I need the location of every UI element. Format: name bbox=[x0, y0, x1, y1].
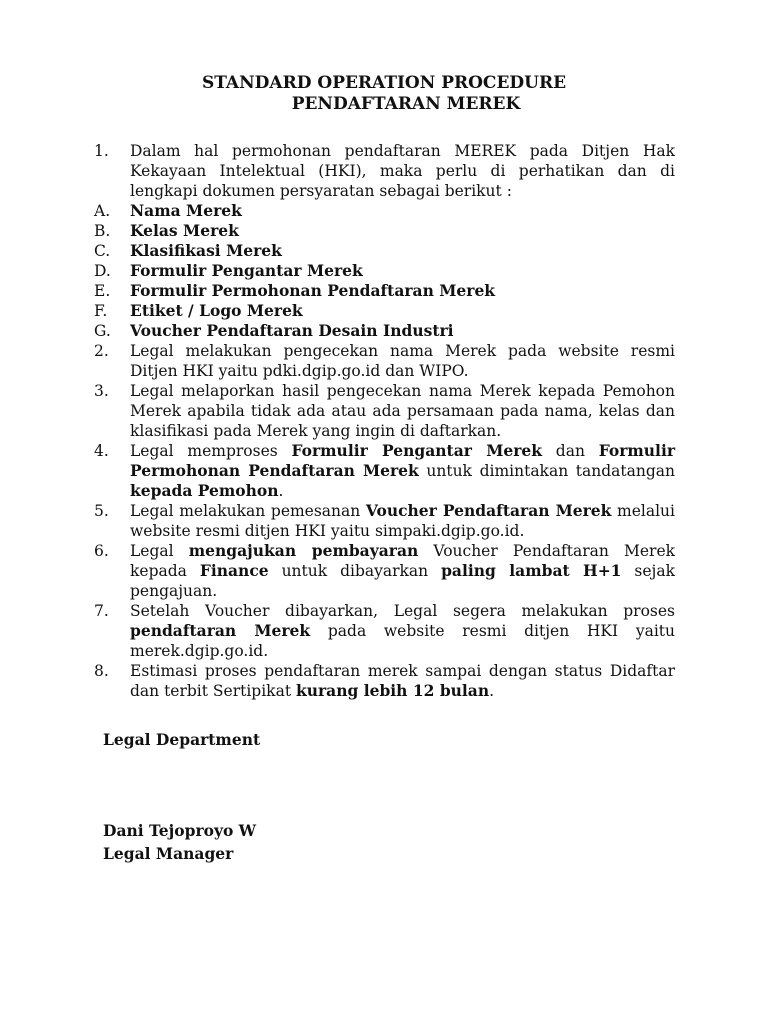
document-name: Klasifikasi Merek bbox=[130, 241, 282, 260]
step-text-segment: untuk dibayarkan bbox=[268, 562, 442, 580]
signatory-title: Legal Manager bbox=[103, 844, 234, 863]
title-line-2: PENDAFTARAN MEREK bbox=[291, 94, 521, 114]
step-text-segment: Legal melakukan pengecekan nama Merek pada website resmi Ditjen HKI yaitu pdki.dgip.go.id dan WIPO. bbox=[130, 342, 675, 380]
step-text-bold-segment: Formulir Permohonan Pendaftaran Merek bbox=[130, 441, 675, 480]
document-name: Nama Merek bbox=[130, 201, 242, 220]
required-document-item bbox=[94, 261, 675, 281]
step-text bbox=[130, 441, 675, 501]
step-text-segment: Setelah Voucher dibayarkan, Legal segera melakukan proses bbox=[130, 602, 675, 620]
step-number: 6. bbox=[94, 542, 109, 560]
required-document-item bbox=[94, 221, 675, 241]
step-text bbox=[130, 341, 675, 381]
procedure-steps-list bbox=[94, 141, 675, 701]
step-text-bold-segment: mengajukan pembayaran bbox=[188, 541, 419, 560]
step-text bbox=[130, 541, 675, 601]
title-line-1: STANDARD OPERATION PROCEDURE bbox=[201, 73, 567, 93]
step-text-bold-segment: Finance bbox=[199, 561, 269, 580]
step-number: 8. bbox=[94, 662, 109, 680]
department-name: Legal Department bbox=[103, 730, 261, 749]
document-name: Formulir Permohonan Pendaftaran Merek bbox=[130, 281, 496, 300]
step-text-segment: . bbox=[278, 482, 284, 500]
step-text bbox=[130, 141, 675, 201]
step-text bbox=[130, 601, 675, 661]
document-letter: G. bbox=[94, 322, 111, 340]
procedure-step bbox=[94, 341, 675, 381]
document-name: Formulir Pengantar Merek bbox=[130, 261, 363, 280]
document-letter: F. bbox=[94, 302, 108, 320]
document-name: Kelas Merek bbox=[130, 221, 239, 240]
step-text-segment: Legal melaporkan hasil pengecekan nama Merek kepada Pemohon Merek apabila tidak ada atau ada persamaan pada nama, kelas dan klasifikasi pada Merek yang ingin di daftarkan. bbox=[130, 382, 675, 440]
signatory-name: Dani Tejoproyo W bbox=[103, 821, 257, 840]
step-text-bold-segment: Voucher Pendaftaran Merek bbox=[365, 501, 612, 520]
document-title bbox=[0, 73, 768, 115]
document-name: Voucher Pendaftaran Desain Industri bbox=[130, 321, 454, 340]
step-text-segment: Voucher Pendaftaran Merek kepada bbox=[130, 542, 676, 580]
step-text-segment: melalui website resmi ditjen HKI yaitu simpaki.dgip.go.id. bbox=[130, 502, 675, 540]
step-number: 5. bbox=[94, 502, 109, 520]
procedure-step bbox=[94, 501, 675, 541]
step-text-segment: sejak pengajuan. bbox=[130, 562, 675, 600]
step-number: 3. bbox=[94, 382, 109, 400]
document-letter: B. bbox=[94, 222, 111, 240]
procedure-step bbox=[94, 661, 675, 701]
step-number: 2. bbox=[94, 342, 109, 360]
step-text bbox=[130, 381, 675, 441]
procedure-step bbox=[94, 601, 675, 661]
step-text-bold-segment: Formulir Pengantar Merek bbox=[291, 441, 542, 460]
step-number: 7. bbox=[94, 602, 109, 620]
required-document-item bbox=[94, 321, 675, 341]
required-documents-list bbox=[94, 201, 675, 341]
step-number: 1. bbox=[94, 142, 109, 160]
step-text-bold-segment: kurang lebih 12 bulan bbox=[295, 681, 490, 700]
step-text-segment: untuk dimintakan tandatangan bbox=[418, 462, 676, 480]
step-text-segment: Estimasi proses pendaftaran merek sampai dengan status Didaftar dan terbit Sertipikat bbox=[130, 662, 675, 700]
required-document-item bbox=[94, 301, 675, 321]
step-text-segment: dan bbox=[541, 442, 599, 460]
step-text bbox=[130, 661, 675, 701]
procedure-step bbox=[94, 541, 675, 601]
step-number: 4. bbox=[94, 442, 109, 460]
step-text-segment: pada website resmi ditjen HKI yaitu merek.dgip.go.id. bbox=[130, 622, 675, 660]
procedure-step bbox=[94, 441, 675, 501]
document-letter: C. bbox=[94, 242, 111, 260]
required-document-item bbox=[94, 201, 675, 221]
step-text-segment: Dalam hal permohonan pendaftaran MEREK pada Ditjen Hak Kekayaan Intelektual (HKI), maka perlu di perhatikan dan di lengkapi dokumen persyaratan sebagai berikut : bbox=[130, 142, 675, 200]
step-text-segment: Legal memproses bbox=[130, 442, 292, 460]
procedure-step bbox=[94, 141, 675, 341]
document-letter: D. bbox=[94, 262, 111, 280]
required-document-item bbox=[94, 281, 675, 301]
step-text-segment: . bbox=[489, 682, 495, 700]
step-text-segment: Legal bbox=[130, 542, 189, 560]
step-text-bold-segment: kepada Pemohon bbox=[130, 481, 279, 500]
document-letter: A. bbox=[94, 202, 111, 220]
procedure-step bbox=[94, 381, 675, 441]
required-document-item bbox=[94, 241, 675, 261]
document-name: Etiket / Logo Merek bbox=[130, 301, 303, 320]
step-text bbox=[130, 501, 675, 541]
step-text-bold-segment: paling lambat H+1 bbox=[441, 561, 622, 580]
step-text-bold-segment: pendaftaran Merek bbox=[130, 621, 311, 640]
document-letter: E. bbox=[94, 282, 111, 300]
step-text-segment: Legal melakukan pemesanan bbox=[130, 502, 366, 520]
